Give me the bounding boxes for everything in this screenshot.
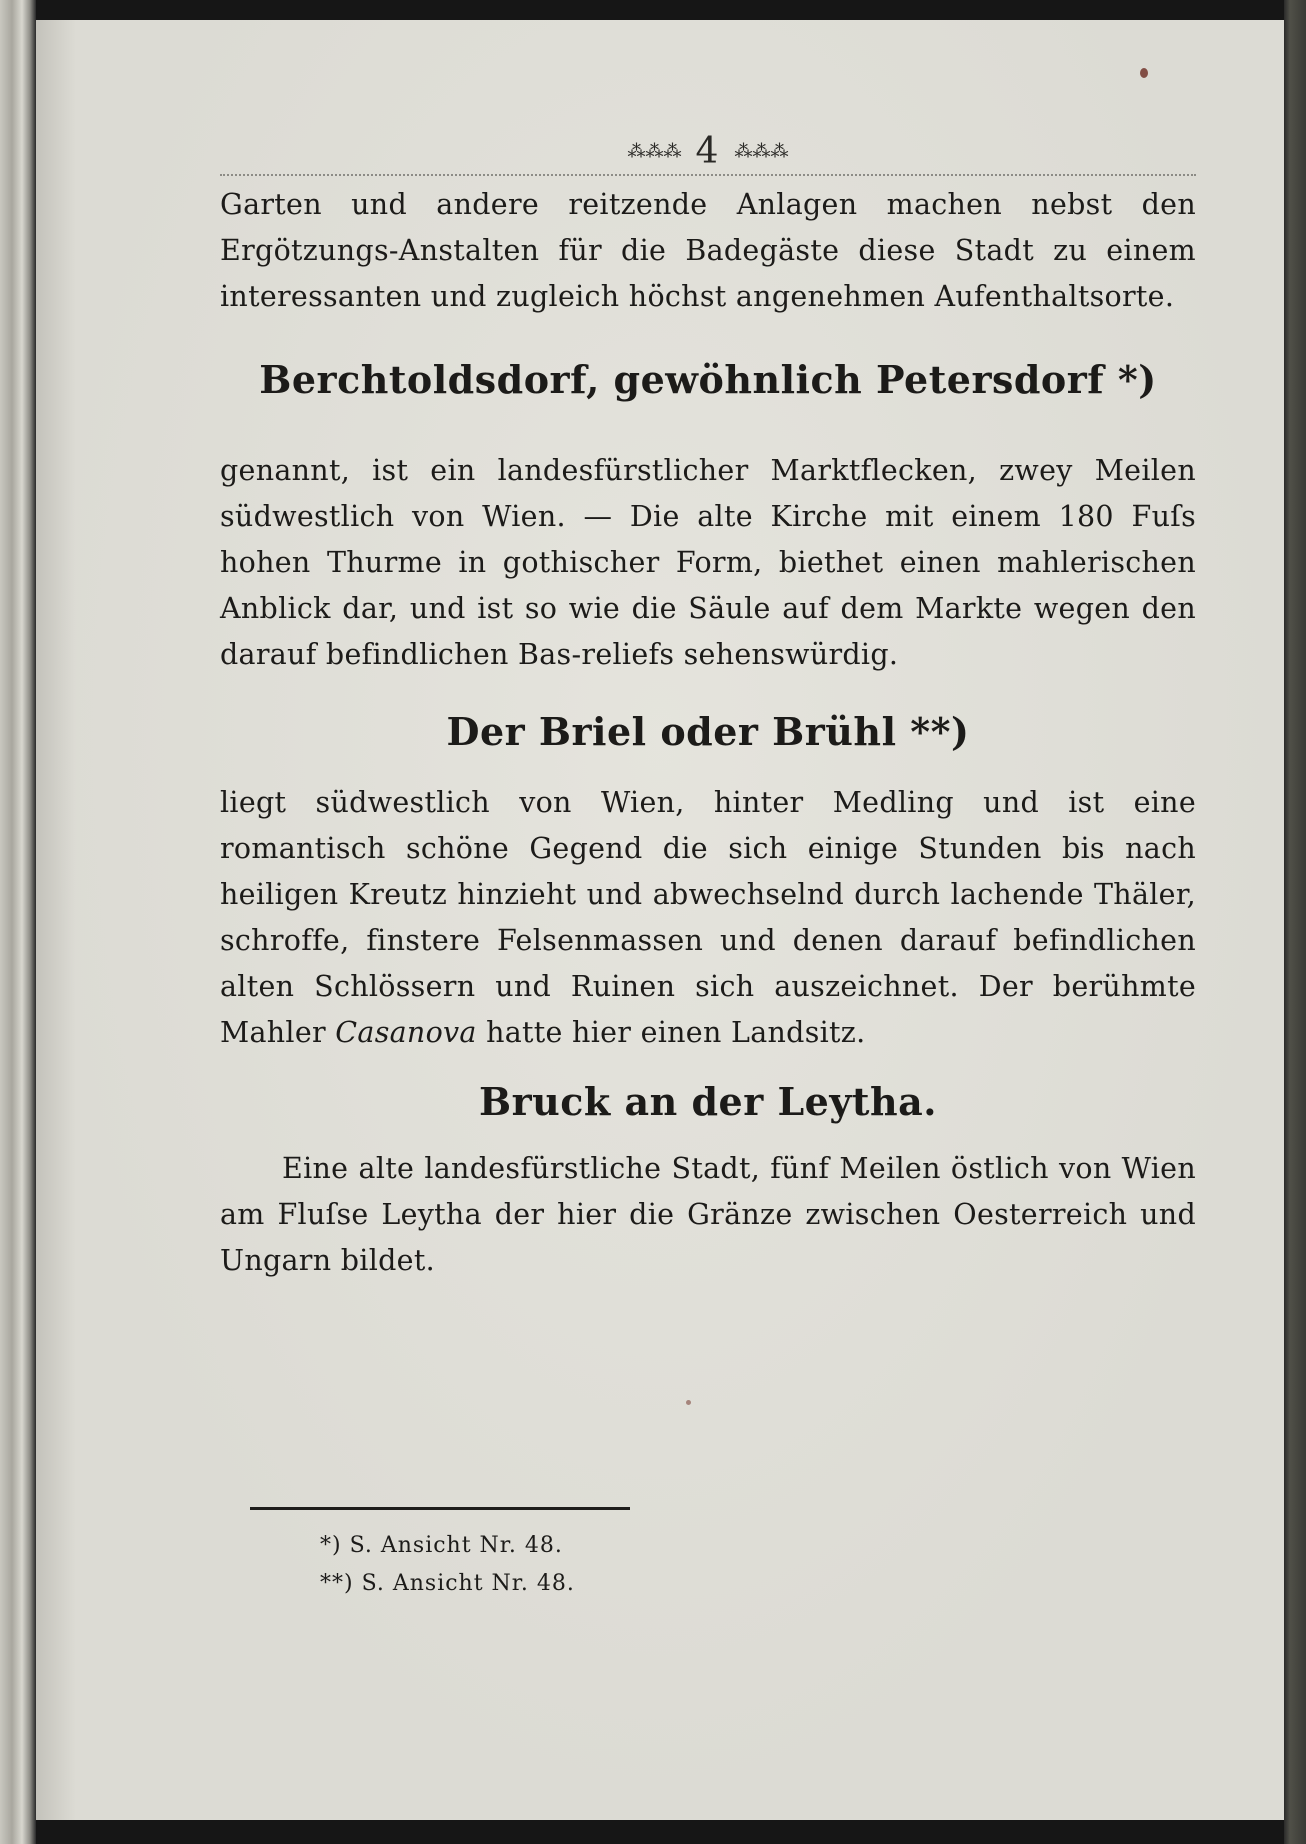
page-number: 4	[695, 131, 721, 172]
book-gutter-left	[0, 0, 36, 1844]
ink-spot	[1140, 68, 1148, 78]
section-body-berchtoldsdorf: genannt, ist ein landesfürstlicher Marktflecken, zwey Meilen südwestlich von Wien. — Die alte Kirche mit einem 180 Fuſs hohen Thurme in gothischer Form, biethet einen mahlerischen Anblick dar, und ist so wie die Säule auf dem Markte wegen den darauf befindlichen Bas-reliefs sehenswürdig.	[220, 454, 1196, 671]
footnote-divider	[250, 1507, 630, 1510]
header-ornament-right: ⁂⁂⁂	[734, 141, 789, 162]
briel-body-end: hatte hier einen Landsitz.	[486, 1016, 866, 1049]
section-body-briel	[220, 780, 1196, 1056]
section-body-bruck: Eine alte landesfürstliche Stadt, fünf Meilen östlich von Wien am Fluſse Leytha der hier die Gränze zwischen Oesterreich und Ungarn bildet.	[220, 1152, 1196, 1277]
painter-name: Casanova	[335, 1016, 477, 1049]
section-heading-briel: Der Briel oder Brühl **)	[446, 709, 970, 754]
intro-paragraph: Garten und andere reitzende Anlagen machen nebst den Ergötzungs-Anstalten für die Badegäste diese Stadt zu einem interessanten und zugleich höchst angenehmen Aufenthaltsorte.	[220, 188, 1196, 313]
section-heading-berchtoldsdorf: Berchtoldsdorf, gewöhnlich Petersdorf *)	[259, 357, 1157, 402]
header-ornament-left: ⁂⁂⁂	[627, 141, 682, 162]
section-heading-bruck: Bruck an der Leytha.	[479, 1079, 937, 1124]
briel-body-text: liegt südwestlich von Wien, hinter Medling und ist eine romantisch schöne Gegend die sich einige Stunden bis nach heiligen Kreutz hinzieht und abwechselnd durch lachende Thäler, schroffe, finstere Felsenmassen und denen darauf befindlichen alten Schlössern und Ruinen sich auszeichnet. Der berühmte Mahler	[220, 786, 1196, 1049]
header-dotted-rule	[220, 174, 1196, 182]
footnotes	[320, 1527, 575, 1603]
ink-spot	[686, 1400, 691, 1405]
running-header	[220, 128, 1196, 172]
footnote-2: **) S. Ansicht Nr. 48.	[320, 1571, 575, 1596]
footnote-1: *) S. Ansicht Nr. 48.	[320, 1533, 563, 1558]
book-edge-right	[1284, 0, 1306, 1844]
page-text-block	[220, 128, 1196, 1284]
